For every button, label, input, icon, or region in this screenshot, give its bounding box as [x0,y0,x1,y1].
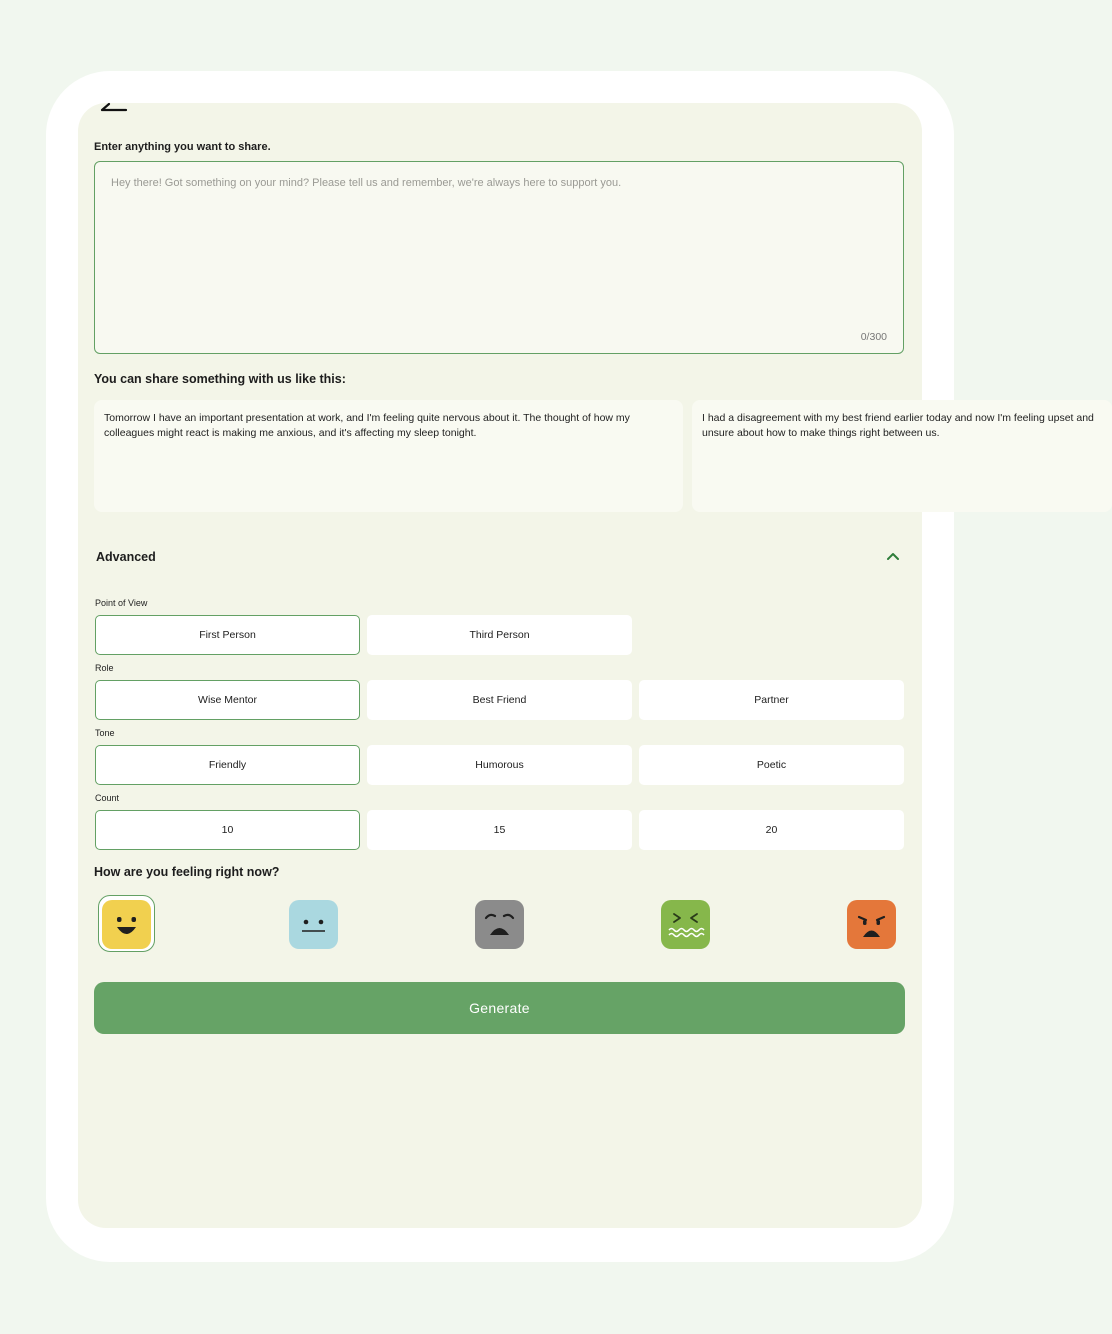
count-label: Count [95,793,120,803]
compose-field[interactable] [94,161,904,354]
examples-carousel[interactable] [94,400,1094,512]
compose-textarea[interactable] [95,162,903,353]
tone-label: Tone [95,728,115,738]
mood-sick[interactable] [661,900,710,949]
app-screen [78,103,1094,1228]
pov-label: Point of View [95,598,148,608]
tone-option-friendly[interactable]: Friendly [95,745,360,785]
generate-button[interactable]: Generate [94,982,905,1034]
example-card[interactable]: Tomorrow I have an important presentation at work, and I'm feeling quite nervous about it. The thought of how my colleagues might react is making me anxious, and it's affecting my sleep tonight. [94,400,683,512]
role-option-wise-mentor[interactable]: Wise Mentor [95,680,360,720]
compose-label: Enter anything you want to share. [94,141,271,153]
chevron-up-icon [886,550,900,562]
advanced-toggle[interactable] [94,537,904,577]
happy-face-icon [102,900,151,949]
count-option-10[interactable]: 10 [95,810,360,850]
examples-label: You can share something with us like this: [94,372,346,386]
mood-sad[interactable] [475,900,524,949]
sad-face-icon [475,900,524,949]
tone-option-humorous[interactable]: Humorous [367,745,632,785]
back-arrow-icon[interactable] [96,93,128,115]
mood-angry[interactable] [847,900,896,949]
example-card[interactable]: I had a disagreement with my best friend earlier today and now I'm feeling upset and unsure about how to make things right between us. [692,400,1112,512]
count-option-20[interactable]: 20 [639,810,904,850]
role-label: Role [95,663,114,673]
advanced-title: Advanced [96,550,156,564]
sick-face-icon [661,900,710,949]
tone-option-poetic[interactable]: Poetic [639,745,904,785]
mood-neutral[interactable] [289,900,338,949]
role-option-partner[interactable]: Partner [639,680,904,720]
pov-option-first-person[interactable]: First Person [95,615,360,655]
mood-label: How are you feeling right now? [94,865,280,879]
angry-face-icon [847,900,896,949]
mood-happy[interactable] [102,900,151,949]
count-option-15[interactable]: 15 [367,810,632,850]
role-option-best-friend[interactable]: Best Friend [367,680,632,720]
char-counter: 0/300 [860,331,887,343]
neutral-face-icon [289,900,338,949]
tablet-frame [46,71,1094,1262]
pov-option-third-person[interactable]: Third Person [367,615,632,655]
